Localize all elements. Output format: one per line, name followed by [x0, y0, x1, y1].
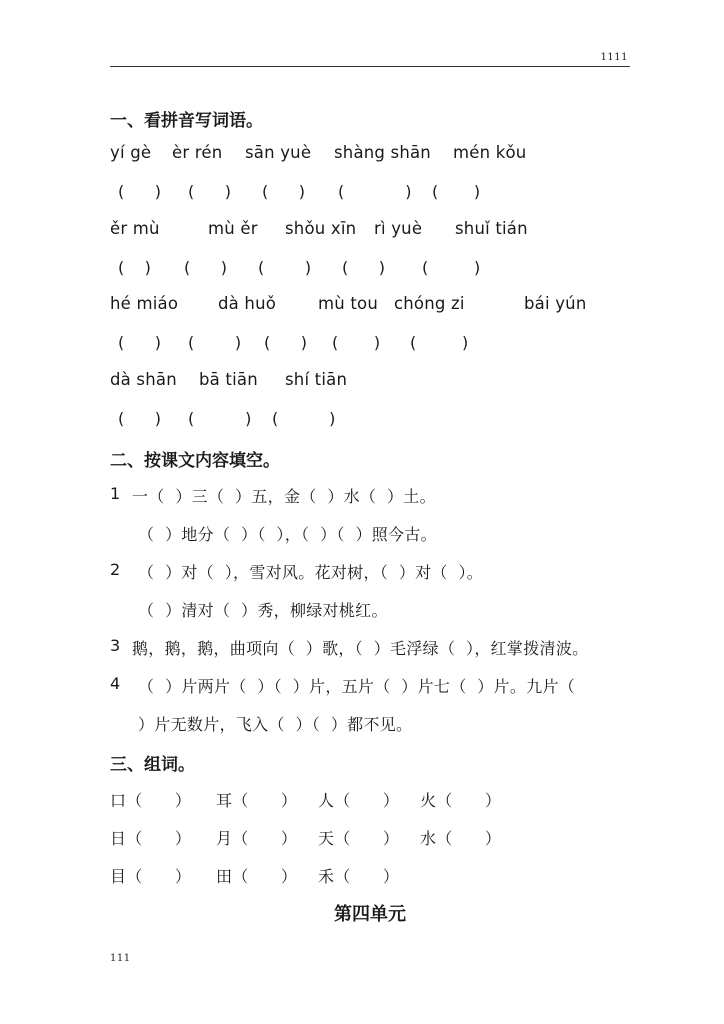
word-group-item[interactable]: 田（ ）	[216, 867, 298, 886]
word-group-item[interactable]: 火（ ）	[420, 791, 502, 810]
word-group-item[interactable]: 耳（ ）	[216, 791, 298, 810]
header-rule	[110, 66, 630, 67]
question-text: ）片无数片，飞入（ ）（ ）都不见。	[138, 715, 413, 734]
pinyin-item: rì yuè	[374, 219, 423, 238]
answer-blank[interactable]: ( )	[118, 182, 161, 201]
section1-heading-text: 一、看拼音写词语。	[110, 111, 263, 131]
word-group-item[interactable]: 禾（ ）	[318, 867, 400, 886]
next-unit-title: 第四单元	[334, 904, 406, 925]
answer-blank[interactable]: ( )	[338, 182, 412, 201]
question-number: 1	[110, 484, 121, 503]
pinyin-item: shuǐ tián	[455, 219, 528, 238]
header-page-mark: 1111	[600, 52, 628, 63]
section2-heading-text: 二、按课文内容填空。	[110, 451, 280, 471]
section3-heading-text: 三、组词。	[110, 755, 195, 775]
pinyin-item: chóng zi	[394, 294, 465, 313]
answer-blank[interactable]: ( )	[422, 258, 481, 277]
answer-blank[interactable]: ( )	[342, 258, 385, 277]
footer-page-mark: 111	[110, 953, 131, 964]
pinyin-item: shǒu xīn	[285, 219, 357, 238]
pinyin-item: èr rén	[172, 143, 223, 162]
question-number: 3	[110, 636, 121, 655]
answer-blank[interactable]: ( )	[272, 409, 336, 428]
question-text: （ ）地分（ ）（ ），（ ）（ ）照今古。	[138, 525, 437, 544]
word-group-item[interactable]: 口（ ）	[110, 791, 192, 810]
word-group-item[interactable]: 月（ ）	[216, 829, 298, 848]
question-text: （ ）清对（ ）秀，柳绿对桃红。	[138, 601, 388, 620]
answer-blank[interactable]: ( )	[188, 333, 242, 352]
word-group-item[interactable]: 目（ ）	[110, 867, 192, 886]
answer-blank[interactable]: ( )	[262, 182, 305, 201]
answer-blank[interactable]: ( )	[184, 258, 227, 277]
question-text: 一（ ）三（ ）五，金（ ）水（ ）土。	[132, 487, 436, 506]
pinyin-item: mén kǒu	[453, 143, 527, 162]
answer-blank[interactable]: ( )	[332, 333, 381, 352]
question-number: 2	[110, 560, 121, 579]
pinyin-item: dà huǒ	[218, 294, 277, 313]
question-text: （ ）片两片（ ）（ ）片，五片（ ）片七（ ）片。九片（	[138, 677, 576, 696]
pinyin-item: ěr mù	[110, 219, 160, 238]
word-group-item[interactable]: 水（ ）	[420, 829, 502, 848]
pinyin-item: hé miáo	[110, 294, 179, 313]
answer-blank[interactable]: ( )	[432, 182, 481, 201]
answer-blank[interactable]: ( )	[264, 333, 307, 352]
answer-blank[interactable]: ( )	[118, 258, 151, 277]
pinyin-item: mù ěr	[208, 219, 258, 238]
pinyin-item: bā tiān	[199, 370, 258, 389]
pinyin-item: shàng shān	[334, 143, 431, 162]
answer-blank[interactable]: ( )	[258, 258, 312, 277]
word-group-item[interactable]: 人（ ）	[318, 791, 400, 810]
answer-blank[interactable]: ( )	[188, 409, 252, 428]
pinyin-item: bái yún	[524, 294, 587, 313]
pinyin-item: dà shān	[110, 370, 177, 389]
answer-blank[interactable]: ( )	[188, 182, 231, 201]
answer-blank[interactable]: ( )	[118, 409, 161, 428]
pinyin-item: mù tou	[318, 294, 378, 313]
question-text: （ ）对（ ），雪对风。花对树，（ ）对（ ）。	[138, 563, 484, 582]
word-group-item[interactable]: 日（ ）	[110, 829, 192, 848]
question-number: 4	[110, 674, 121, 693]
pinyin-item: shí tiān	[285, 370, 348, 389]
answer-blank[interactable]: ( )	[410, 333, 469, 352]
pinyin-item: yí gè	[110, 143, 152, 162]
answer-blank[interactable]: ( )	[118, 333, 161, 352]
question-text: 鹅，鹅，鹅，曲项向（ ）歌，（ ）毛浮绿（ ），红掌拨清波。	[132, 639, 589, 658]
pinyin-item: sān yuè	[245, 143, 312, 162]
word-group-item[interactable]: 天（ ）	[318, 829, 400, 848]
